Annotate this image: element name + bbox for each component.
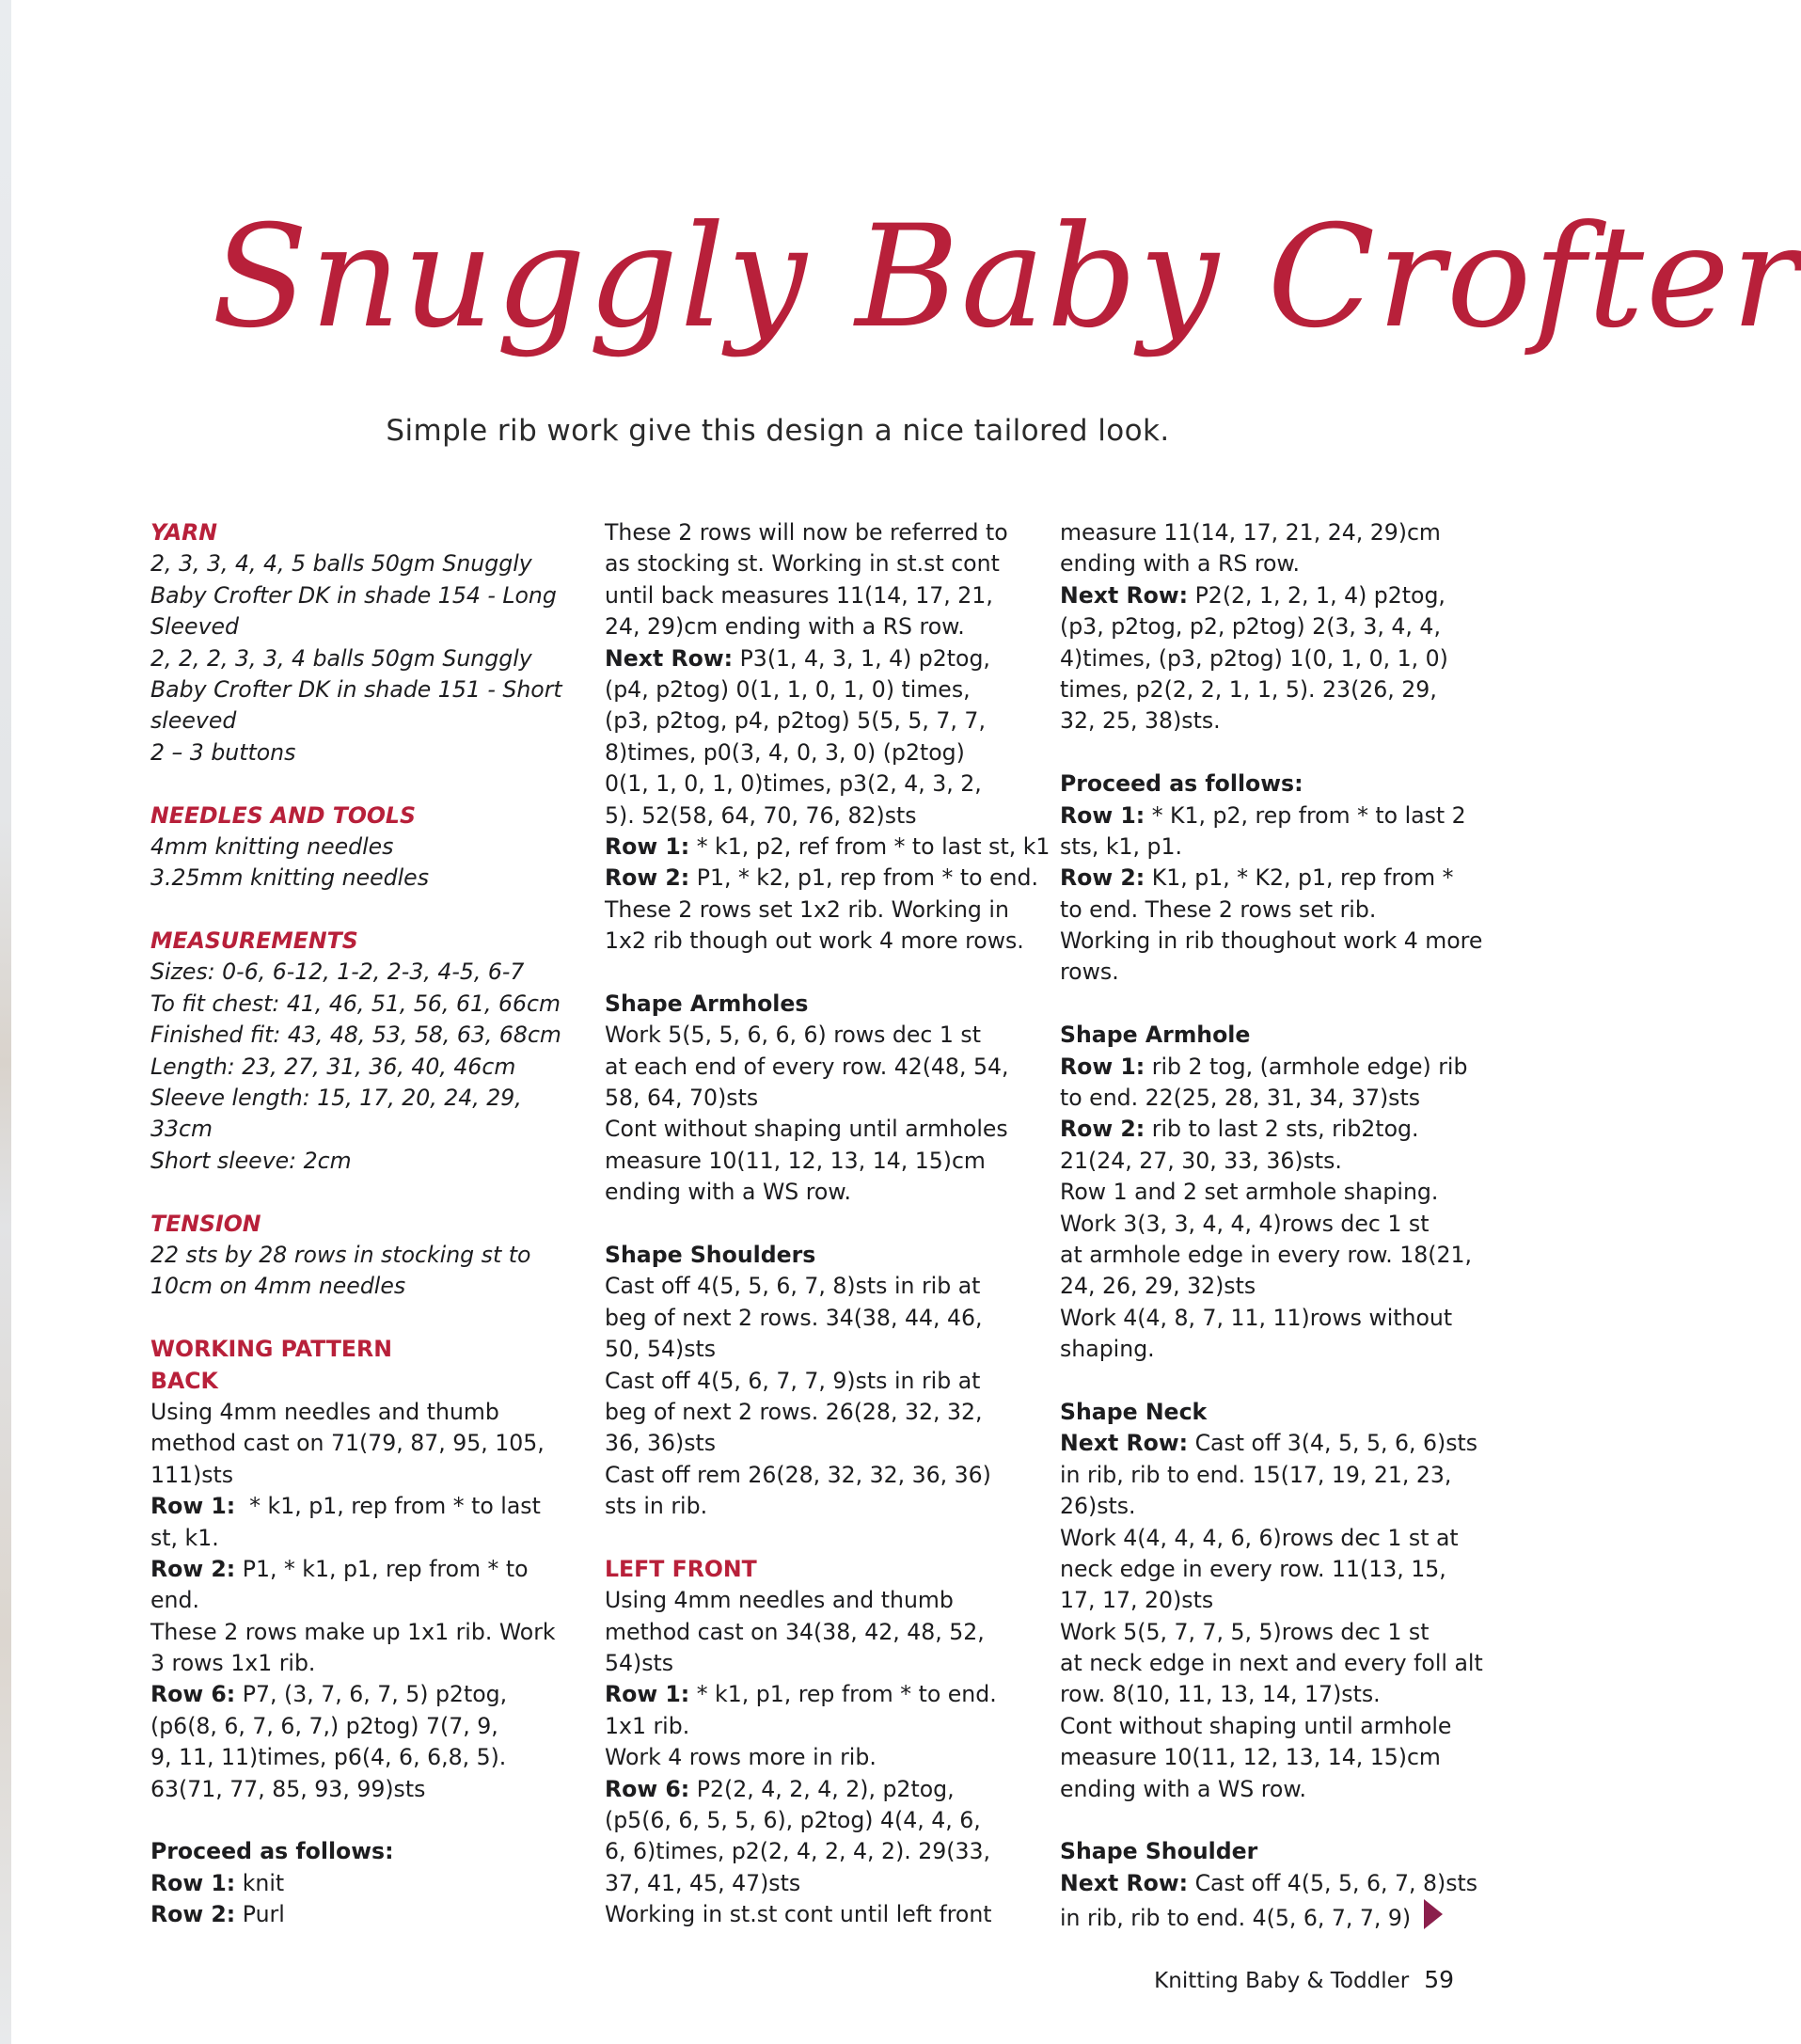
body-line: 36, 36)sts (605, 1430, 717, 1457)
instruction-line (150, 1554, 592, 1585)
instruction-text: * k1, p1, rep from * to last (235, 1493, 541, 1520)
body-line: measure 10(11, 12, 13, 14, 15)cm (1060, 1744, 1441, 1771)
spec-line: Finished fit: 43, 48, 53, 58, 63, 68cm (150, 1022, 561, 1049)
section-heading: WORKING PATTERN (150, 1336, 392, 1363)
body-line: neck edge in every row. 11(13, 15, (1060, 1555, 1446, 1582)
page-subtitle: Simple rib work give this design a nice tailored look. (386, 414, 1170, 448)
instruction-line (605, 863, 1047, 894)
body-line: ending with a RS row. (1060, 550, 1301, 578)
paragraph-spacer (1060, 737, 1502, 768)
instruction-text: P1, * k1, p1, rep from * to (235, 1555, 529, 1582)
instruction-text: P2(2, 1, 2, 1, 4) p2tog, (1188, 581, 1446, 609)
section-heading: YARN (150, 519, 217, 546)
instruction-text: Cast off 4(5, 5, 6, 7, 8)sts (1188, 1869, 1478, 1896)
instruction-text: * k1, p2, ref from * to last st, k1 (689, 832, 1051, 860)
body-line: 6, 6)times, p2(2, 4, 2, 4, 2). 29(33, (605, 1838, 991, 1865)
body-line: (p3, p2tog, p4, p2tog) 5(5, 5, 7, 7, (605, 707, 986, 735)
subsection-heading: Shape Shoulders (605, 1241, 816, 1268)
body-line: sts, k1, p1. (1060, 832, 1182, 860)
row-label: Row 2: (605, 864, 690, 892)
body-line: 8)times, p0(3, 4, 0, 3, 0) (p2tog) (605, 738, 965, 766)
instruction-line (1060, 1114, 1502, 1145)
body-line: at neck edge in next and every foll alt (1060, 1650, 1483, 1677)
body-line: 9, 11, 11)times, p6(4, 6, 6,8, 5). (150, 1744, 507, 1771)
publication-name: Knitting Baby & Toddler (1154, 1969, 1410, 1993)
row-label: Next Row: (605, 644, 734, 672)
instruction-text: P1, * k2, p1, rep from * to end. (689, 864, 1038, 892)
body-line: beg of next 2 rows. 34(38, 44, 46, (605, 1304, 983, 1331)
body-line: method cast on 71(79, 87, 95, 105, (150, 1430, 545, 1457)
spec-line: 22 sts by 28 rows in stocking st to (150, 1241, 531, 1268)
body-line: sts in rib. (605, 1493, 708, 1520)
body-line: These 2 rows set 1x2 rib. Working in (605, 895, 1009, 923)
row-label: Row 1: (150, 1869, 236, 1896)
paragraph-spacer (150, 1805, 592, 1836)
body-line: 111)sts (150, 1461, 234, 1488)
body-line: Work 5(5, 5, 6, 6, 6) rows dec 1 st (605, 1022, 981, 1049)
body-line: 24, 26, 29, 32)sts (1060, 1273, 1256, 1300)
body-line: Cont without shaping until armhole (1060, 1712, 1452, 1739)
subsection-heading: Shape Shoulder (1060, 1838, 1258, 1865)
body-line: Cast off 4(5, 5, 6, 7, 8)sts in rib at (605, 1273, 981, 1300)
body-line: Work 5(5, 7, 7, 5, 5)rows dec 1 st (1060, 1618, 1430, 1645)
body-line: 17, 17, 20)sts (1060, 1587, 1214, 1614)
page-footer (1154, 1966, 1454, 1993)
subsection-heading: Shape Armhole (1060, 1022, 1251, 1049)
row-label: Row 1: (605, 1681, 690, 1708)
body-line: until back measures 11(14, 17, 21, (605, 581, 993, 609)
body-line: times, p2(2, 2, 1, 1, 5). 23(26, 29, (1060, 675, 1437, 703)
section-heading: NEEDLES AND TOOLS (150, 801, 416, 829)
row-label: Row 2: (150, 1555, 236, 1582)
instruction-text: * K1, p2, rep from * to last 2 (1145, 801, 1466, 829)
instruction-text: K1, p1, * K2, p1, rep from * (1145, 864, 1454, 892)
spec-line: To fit chest: 41, 46, 51, 56, 61, 66cm (150, 990, 561, 1017)
instruction-line (150, 1899, 592, 1930)
body-line: 5). 52(58, 64, 70, 76, 82)sts (605, 801, 917, 829)
instruction-line (605, 832, 1051, 863)
instruction-text: * k1, p1, rep from * to end. (689, 1681, 997, 1708)
body-line: 26)sts. (1060, 1493, 1136, 1520)
body-line: in rib, rib to end. 15(17, 19, 21, 23, (1060, 1461, 1452, 1488)
row-label: Row 1: (605, 832, 690, 860)
body-line: Work 3(3, 3, 4, 4, 4)rows dec 1 st (1060, 1210, 1430, 1237)
body-line: Work 4(4, 8, 7, 11, 11)rows without (1060, 1304, 1453, 1331)
instruction-text: Purl (235, 1901, 285, 1928)
body-line: to end. 22(25, 28, 31, 34, 37)sts (1060, 1085, 1421, 1112)
row-label: Row 2: (150, 1901, 236, 1928)
spec-line: Baby Crofter DK in shade 151 - Short (150, 675, 562, 703)
instruction-text: rib 2 tog, (armhole edge) rib (1145, 1053, 1468, 1080)
body-line: (p5(6, 6, 5, 5, 6), p2tog) 4(4, 4, 6, (605, 1807, 981, 1834)
paragraph-spacer (1060, 1805, 1502, 1836)
instruction-line (605, 1774, 1047, 1805)
instruction-text: P7, (3, 7, 6, 7, 5) p2tog, (235, 1681, 508, 1708)
paragraph-spacer (1060, 989, 1502, 1020)
paragraph-spacer (605, 957, 1047, 988)
body-line: 50, 54)sts (605, 1336, 717, 1363)
body-line: These 2 rows will now be referred to (605, 519, 1008, 546)
body-line: ending with a WS row. (1060, 1775, 1306, 1802)
instruction-line (1060, 1899, 1502, 1930)
paragraph-spacer (150, 895, 592, 926)
instruction-line (150, 1868, 592, 1899)
body-line: 63(71, 77, 85, 93, 99)sts (150, 1775, 426, 1802)
instruction-text: Cast off 3(4, 5, 5, 6, 6)sts (1188, 1430, 1478, 1457)
row-label: Next Row: (1060, 1430, 1189, 1457)
paragraph-spacer (150, 1303, 592, 1334)
paragraph-spacer (150, 768, 592, 800)
row-label: Next Row: (1060, 581, 1189, 609)
spec-line: Length: 23, 27, 31, 36, 40, 46cm (150, 1053, 516, 1080)
body-line: These 2 rows make up 1x1 rib. Work (150, 1618, 556, 1645)
column-2 (605, 517, 1051, 1931)
page-number: 59 (1424, 1966, 1454, 1993)
body-line: rows. (1060, 959, 1119, 986)
body-line: st, k1. (150, 1524, 219, 1551)
paragraph-spacer (605, 1523, 1047, 1554)
instruction-line (150, 1679, 592, 1710)
spec-line: 33cm (150, 1116, 213, 1143)
instruction-line (1060, 800, 1502, 832)
section-heading: MEASUREMENTS (150, 927, 358, 955)
row-label: Row 2: (1060, 1116, 1145, 1143)
spec-line: sleeved (150, 707, 237, 735)
body-line: at each end of every row. 42(48, 54, (605, 1053, 1009, 1080)
body-line: 37, 41, 45, 47)sts (605, 1869, 801, 1896)
body-line: end. (150, 1587, 199, 1614)
body-line: shaping. (1060, 1336, 1155, 1363)
row-label: Row 6: (150, 1681, 236, 1708)
body-line: as stocking st. Working in st.st cont (605, 550, 1000, 578)
instruction-line (1060, 1052, 1502, 1083)
instruction-line (150, 1491, 592, 1522)
paragraph-spacer (605, 1209, 1047, 1240)
section-heading: BACK (150, 1367, 218, 1394)
body-line: row. 8(10, 11, 13, 14, 17)sts. (1060, 1681, 1381, 1708)
instruction-line (1060, 1428, 1502, 1459)
instruction-line (605, 1679, 1047, 1710)
body-line: method cast on 34(38, 42, 48, 52, (605, 1618, 985, 1645)
body-line: measure 11(14, 17, 21, 24, 29)cm (1060, 519, 1441, 546)
row-label: Row 1: (150, 1493, 236, 1520)
body-line: 32, 25, 38)sts. (1060, 707, 1221, 735)
body-line: (p3, p2tog, p2, p2tog) 2(3, 3, 4, 4, (1060, 613, 1441, 641)
body-line: 3 rows 1x1 rib. (150, 1650, 316, 1677)
body-line: Using 4mm needles and thumb (605, 1587, 954, 1614)
body-line: Cast off 4(5, 6, 7, 7, 9)sts in rib at (605, 1367, 981, 1394)
body-line: measure 10(11, 12, 13, 14, 15)cm (605, 1147, 986, 1174)
instruction-text: P3(1, 4, 3, 1, 4) p2tog, (733, 644, 990, 672)
instruction-text: rib to last 2 sts, rib2tog. (1145, 1116, 1419, 1143)
spec-line: Sleeved (150, 613, 240, 641)
spec-line: Sleeve length: 15, 17, 20, 24, 29, (150, 1085, 522, 1112)
page-edge-strip (0, 0, 11, 2044)
arrow-right-triangle-icon (1424, 1899, 1443, 1929)
body-line: Using 4mm needles and thumb (150, 1398, 499, 1425)
body-line: 58, 64, 70)sts (605, 1085, 759, 1112)
spec-line: Sizes: 0-6, 6-12, 1-2, 2-3, 4-5, 6-7 (150, 959, 525, 986)
spec-line: 2, 3, 3, 4, 4, 5 balls 50gm Snuggly (150, 550, 532, 578)
section-heading: TENSION (150, 1210, 261, 1237)
subsection-heading: Shape Neck (1060, 1398, 1208, 1425)
body-line: Work 4 rows more in rib. (605, 1744, 877, 1771)
instruction-line (1060, 1868, 1502, 1899)
body-line: 1x2 rib though out work 4 more rows. (605, 927, 1024, 955)
column-1 (150, 517, 592, 1931)
spec-line: 2 – 3 buttons (150, 738, 296, 766)
paragraph-spacer (1060, 1366, 1502, 1397)
row-label: Row 1: (1060, 1053, 1145, 1080)
body-line: at armhole edge in every row. 18(21, (1060, 1241, 1473, 1268)
body-line: Cast off rem 26(28, 32, 32, 36, 36) (605, 1461, 991, 1488)
spec-line: 4mm knitting needles (150, 832, 394, 860)
body-line: Work 4(4, 4, 4, 6, 6)rows dec 1 st at (1060, 1524, 1459, 1551)
column-3 (1060, 517, 1502, 1931)
row-label: Row 6: (605, 1775, 690, 1802)
body-line: ending with a WS row. (605, 1179, 851, 1206)
instruction-text: in rib, rib to end. 4(5, 6, 7, 7, 9) (1060, 1905, 1412, 1932)
body-line: Row 1 and 2 set armhole shaping. (1060, 1179, 1439, 1206)
body-line: 21(24, 27, 30, 33, 36)sts. (1060, 1147, 1342, 1174)
body-line: to end. These 2 rows set rib. (1060, 895, 1377, 923)
body-line: 54)sts (605, 1650, 674, 1677)
section-heading: LEFT FRONT (605, 1555, 757, 1582)
body-line: 0(1, 1, 0, 1, 0)times, p3(2, 4, 3, 2, (605, 770, 982, 798)
body-line: 4)times, (p3, p2tog) 1(0, 1, 0, 1, 0) (1060, 644, 1448, 672)
spec-line: 2, 2, 2, 3, 3, 4 balls 50gm Sunggly (150, 644, 532, 672)
body-line: 24, 29)cm ending with a RS row. (605, 613, 965, 641)
row-label: Next Row: (1060, 1869, 1189, 1896)
body-line: 1x1 rib. (605, 1712, 690, 1739)
instruction-line (1060, 863, 1502, 894)
spec-line: Short sleeve: 2cm (150, 1147, 352, 1174)
row-label: Row 1: (1060, 801, 1145, 829)
subsection-heading: Proceed as follows: (1060, 770, 1303, 798)
body-line: Working in rib thoughout work 4 more (1060, 927, 1483, 955)
subsection-heading: Proceed as follows: (150, 1838, 394, 1865)
body-line: (p6(8, 6, 7, 6, 7,) p2tog) 7(7, 9, (150, 1712, 498, 1739)
spec-line: Baby Crofter DK in shade 154 - Long (150, 581, 557, 609)
instruction-text: knit (235, 1869, 285, 1896)
spec-line: 3.25mm knitting needles (150, 864, 429, 892)
instruction-line (1060, 580, 1502, 611)
spec-line: 10cm on 4mm needles (150, 1273, 406, 1300)
instruction-text: P2(2, 4, 2, 4, 2), p2tog, (689, 1775, 955, 1802)
body-line: (p4, p2tog) 0(1, 1, 0, 1, 0) times, (605, 675, 971, 703)
body-line: Working in st.st cont until left front (605, 1901, 992, 1928)
instruction-line (605, 643, 1047, 674)
body-line: beg of next 2 rows. 26(28, 32, 32, (605, 1398, 983, 1425)
paragraph-spacer (150, 1177, 592, 1208)
body-line: Cont without shaping until armholes (605, 1116, 1008, 1143)
row-label: Row 2: (1060, 864, 1145, 892)
subsection-heading: Shape Armholes (605, 990, 809, 1017)
page-title: Snuggly Baby Crofter (212, 196, 1801, 359)
